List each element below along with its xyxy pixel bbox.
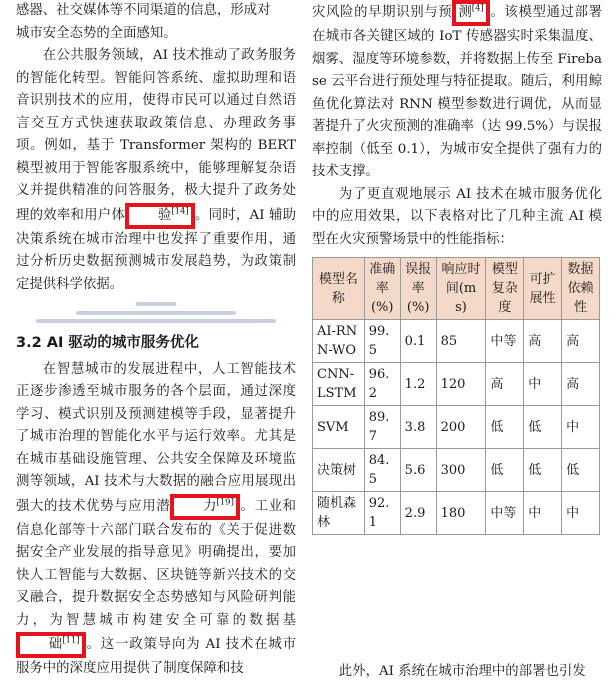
citation-highlight	[170, 494, 240, 520]
table-row	[313, 406, 600, 449]
table-cell: 高	[562, 320, 600, 363]
citation-highlight	[125, 203, 195, 229]
citation-highlight	[452, 0, 489, 26]
table-cell: SVM	[313, 406, 365, 449]
highlight-char: 力	[203, 498, 217, 514]
faded-diagram-graphic	[16, 302, 296, 324]
highlight-char: 础	[48, 637, 63, 652]
table-cell: 3.8	[400, 406, 436, 449]
table-row	[313, 449, 600, 492]
table-cell: 高	[486, 363, 524, 406]
table-cell: CNN-LSTM	[313, 363, 365, 406]
paragraph-text-cont: 。同时，AI 辅助决策系统在城市治理中也发挥了重要作用，通过分析历史数据预测城市发展趋势，为政策制定提供科学依据。	[16, 207, 297, 292]
table-row	[313, 363, 600, 406]
paragraph-1-line-2: 城市安全态势的全面感知。	[16, 25, 177, 41]
table-cell: 中	[524, 363, 562, 406]
table-cell: 决策树	[313, 449, 365, 492]
table-cell: 高	[562, 363, 600, 406]
table-cell: 180	[436, 492, 486, 535]
table-cell: 中	[562, 492, 600, 535]
table-cell: 中	[562, 406, 600, 449]
paragraph-tail: 此外，AI 系统在城市治理中的部署也引发	[338, 664, 586, 679]
header-accuracy: 准确率(%)	[364, 258, 400, 320]
citation-ref: [14]	[171, 206, 189, 217]
paragraph-text-cont: 。该模型通过部署在城市各关键区域的 IoT 传感器实时采集温度、烟雾、湿度等环境参数，并将数据上传至 Firebase 云平台进行预处理与特征提取。随后，利用鲸鱼优化算法对 RNN 模型参数进行调优，从而显著提升了火灾预测的准确率（达 99.5%）与误报率控制（低至 0.1），为城市安全提供了强有力的技术支撑。	[312, 5, 602, 179]
paragraph-1	[16, 0, 296, 45]
table-cell: 89.7	[364, 406, 400, 449]
table-cell: 低	[524, 406, 562, 449]
model-comparison-table	[312, 257, 600, 535]
highlight-char: 验	[157, 207, 172, 223]
header-complexity: 模型复杂度	[486, 258, 524, 320]
table-cell: 2.9	[400, 492, 436, 535]
table-cell: 120	[436, 363, 486, 406]
paragraph-public-services	[16, 45, 296, 296]
section-title: 3.2 AI 驱动的城市服务优化	[16, 335, 199, 351]
table-cell: 低	[524, 449, 562, 492]
paragraph-text: 在智慧城市的发展进程中，人工智能技术正逐步渗透至城市服务的各个层面，通过深度学习、模式识别及预测建模等手段，显著提升了城市治理的智能化水平与运行效率。尤其是在城市基础设施管理、公共安全保障及环境监测等领域，AI 技术与大数据的融合应用展现出强大的技术优势与应用潜	[16, 361, 296, 514]
table-cell: 高	[524, 320, 562, 363]
table-cell: 99.5	[364, 320, 400, 363]
table-cell: AI-RNN-WO	[313, 320, 365, 363]
table-row	[313, 492, 600, 535]
paragraph-table-intro: 为了更直观地展示 AI 技术在城市服务优化中的应用效果，以下表格对比了几种主流 AI 模型在火灾预警场景中的性能指标：	[312, 186, 602, 247]
table-cell: 92.1	[364, 492, 400, 535]
header-model-name: 模型名称	[313, 258, 365, 320]
table-header-row	[313, 258, 600, 320]
paragraph-text: 灾风险的早期识别与预	[312, 5, 453, 20]
table-cell: 随机森林	[313, 492, 365, 535]
paragraph-text-end: 。这一政策导向为 AI 技术在城市服务中的深度应用提供了制度保障和技	[16, 637, 296, 676]
table-cell: 中等	[486, 492, 524, 535]
table-cell: 5.6	[400, 449, 436, 492]
citation-ref: [4]	[471, 3, 484, 14]
table-cell: 中等	[486, 320, 524, 363]
table-cell: 96.2	[364, 363, 400, 406]
header-scalability: 可扩展性	[524, 258, 562, 320]
header-false-alarm: 误报率(%)	[400, 258, 436, 320]
paragraph-text: 在公共服务领域，AI 技术推动了政务服务的智能化转型。智能问答系统、虚拟助理和语音识别技术的应用，使得市民可以通过自然语言交互方式快速获取政策信息、办理政务事项。例如，基于 Transformer 架构的 BERT 模型被用于智能客服系统中，能够理解复杂语义并提供精准的问答服务，极大提升了政务处理的效率和用户体	[16, 48, 296, 223]
paragraph-1-line-1: 感器、社交媒体等不同渠道的信息，形成对	[16, 3, 271, 18]
citation-highlight-2	[16, 632, 86, 658]
table-row	[313, 320, 600, 363]
table-cell: 0.1	[400, 320, 436, 363]
left-column	[16, 0, 296, 681]
header-response-time: 响应时间(ms)	[436, 258, 486, 320]
table-cell: 85	[436, 320, 486, 363]
table-cell: 低	[486, 406, 524, 449]
right-column	[312, 0, 602, 535]
citation-ref: [19]	[216, 497, 234, 508]
table-cell: 低	[562, 449, 600, 492]
paragraph-fire-model	[312, 0, 602, 184]
header-data-dependency: 数据依赖性	[562, 258, 600, 320]
paragraph-text-cont: 。工业和信息化部等十六部门联合发布的《关于促进数据安全产业发展的指导意见》明确提出，要加快人工智能与大数据、区块链等新兴技术的交叉融合，提升数据安全态势感知与风险研判能力，为智慧城市构建安全可靠的数据基	[16, 498, 297, 628]
table-cell: 1.2	[400, 363, 436, 406]
highlight-char: 测	[458, 5, 472, 20]
table-cell: 84.5	[364, 449, 400, 492]
table-cell: 中	[524, 492, 562, 535]
table-cell: 低	[486, 449, 524, 492]
table-cell: 200	[436, 406, 486, 449]
table-cell: 300	[436, 449, 486, 492]
paragraph-service-optimization	[16, 359, 296, 681]
citation-ref: [11]	[62, 635, 80, 646]
